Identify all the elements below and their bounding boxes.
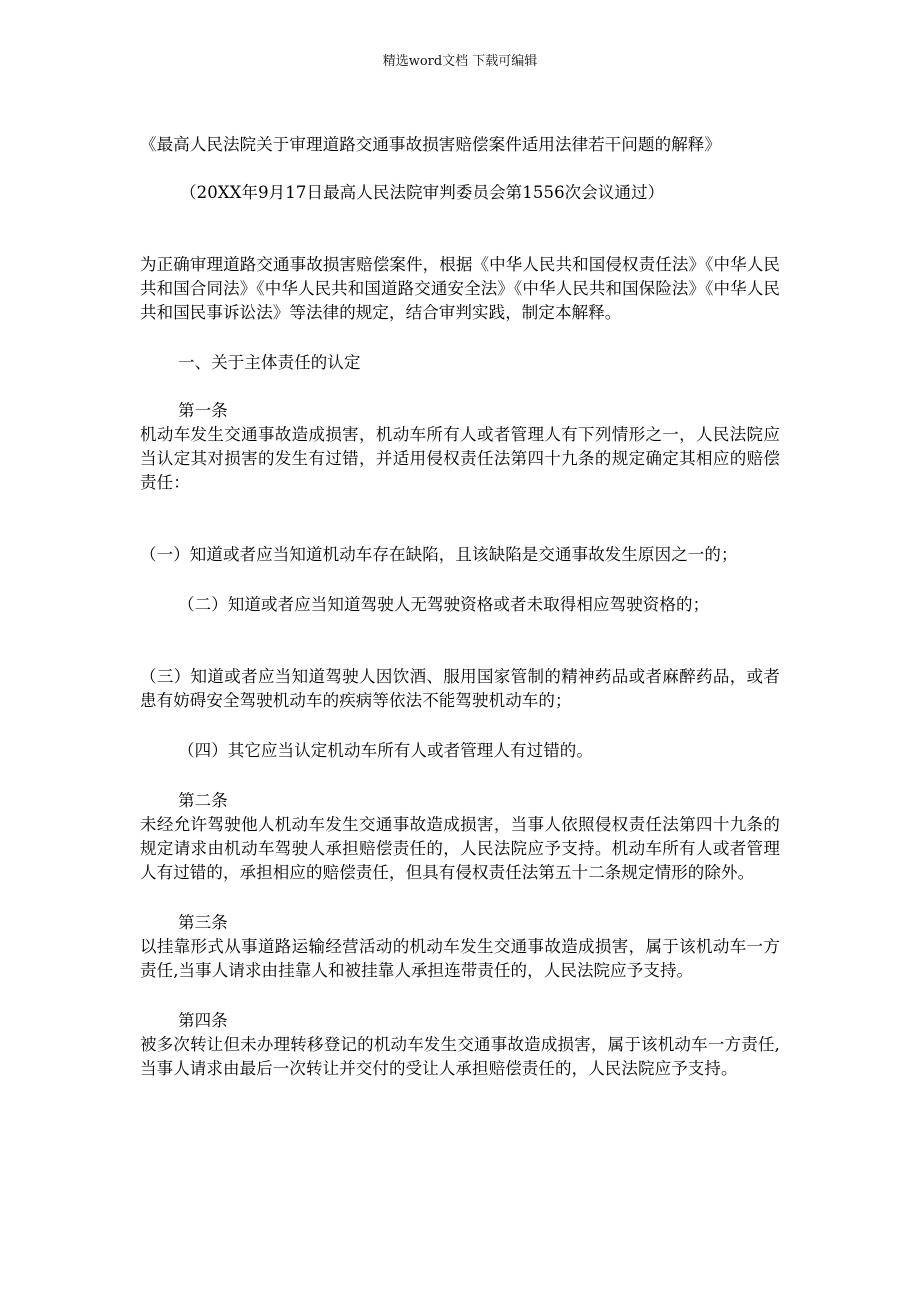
article-2-body: 未经允许驾驶他人机动车发生交通事故造成损害，当事人依照侵权责任法第四十九条的规定请求由机动车驾驶人承担赔偿责任的，人民法院应予支持。机动车所有人或者管理人有过错的，承担相应的赔偿责任，但具有侵权责任法第五十二条规定情形的除外。	[140, 815, 780, 882]
article-1-item-2: （二）知道或者应当知道驾驶人无驾驶资格或者未取得相应驾驶资格的；	[178, 595, 710, 614]
article-1-item-3: （三）知道或者应当知道驾驶人因饮酒、服用国家管制的精神药品或者麻醉药品，或者患有妨碍安全驾驶机动车的疾病等依法不能驾驶机动车的；	[140, 667, 780, 710]
document-subtitle: （20XX年9月17日最高人民法院审判委员会第1556次会议通过）	[180, 183, 665, 202]
article-2-label: 第二条	[178, 791, 228, 810]
article-1-item-4: （四）其它应当认定机动车所有人或者管理人有过错的。	[178, 741, 593, 760]
article-4-body: 被多次转让但未办理转移登记的机动车发生交通事故造成损害，属于该机动车一方责任,当事人请求由最后一次转让并交付的受让人承担赔偿责任的，人民法院应予支持。	[140, 1035, 780, 1078]
article-3-label: 第三条	[178, 913, 228, 932]
article-1-body: 机动车发生交通事故造成损害，机动车所有人或者管理人有下列情形之一，人民法院应当认定其对损害的发生有过错，并适用侵权责任法第四十九条的规定确定其相应的赔偿责任：	[140, 425, 780, 492]
article-3-body: 以挂靠形式从事道路运输经营活动的机动车发生交通事故造成损害，属于该机动车一方责任,当事人请求由挂靠人和被挂靠人承担连带责任的，人民法院应予支持。	[140, 937, 780, 980]
preamble-paragraph: 为正确审理道路交通事故损害赔偿案件，根据《中华人民共和国侵权责任法》《中华人民共和国合同法》《中华人民共和国道路交通安全法》《中华人民共和国保险法》《中华人民共和国民事诉讼法》等法律的规定，结合审判实践，制定本解释。	[140, 255, 780, 322]
article-1-item-1: （一）知道或者应当知道机动车存在缺陷，且该缺陷是交通事故发生原因之一的；	[140, 545, 738, 564]
document-title: 《最高人民法院关于审理道路交通事故损害赔偿案件适用法律若干问题的解释》	[140, 135, 721, 154]
section-heading: 一、关于主体责任的认定	[178, 353, 361, 372]
document-body	[140, 133, 780, 1081]
page-header: 精选word文档 下载可编辑	[382, 54, 538, 69]
article-4-label: 第四条	[178, 1011, 228, 1030]
article-1-label: 第一条	[178, 401, 228, 420]
